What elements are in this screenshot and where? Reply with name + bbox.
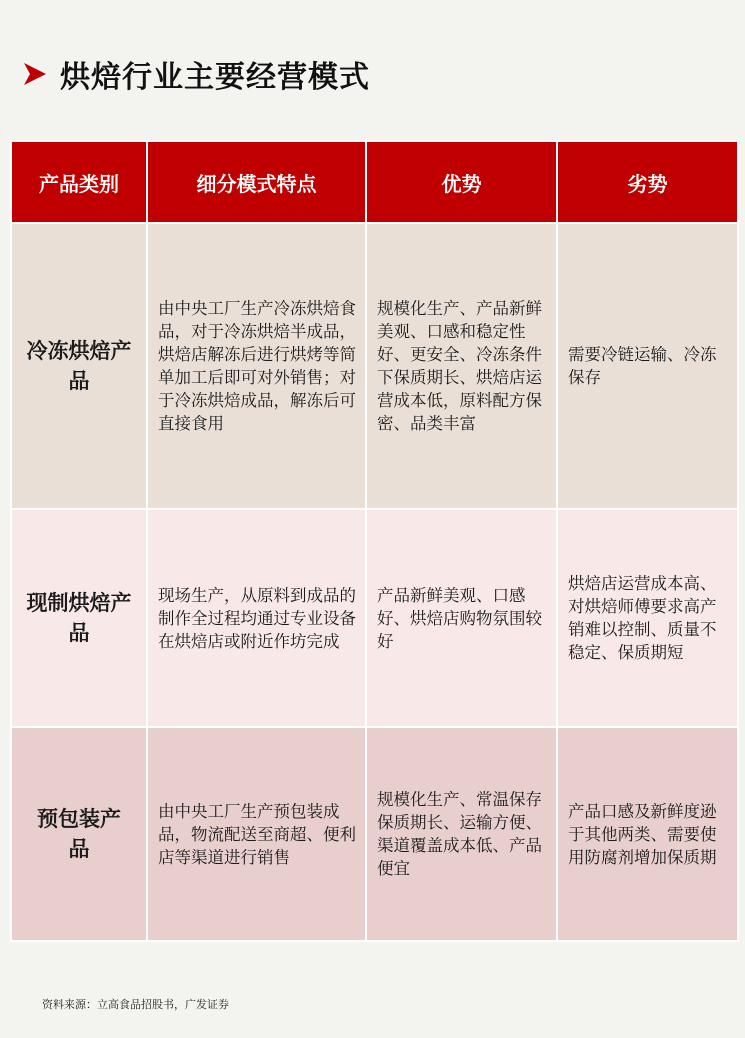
category-cell (11, 509, 147, 727)
disadvantages-cell: 产品口感及新鲜度逊于其他两类、需要使用防腐剂增加保质期 (557, 727, 738, 941)
header-advantages: 优势 (366, 141, 557, 223)
category-label: 冷冻烘焙产品 (26, 339, 132, 393)
disadvantages-cell: 烘焙店运营成本高、对烘焙师傅要求高产销难以控制、质量不稳定、保质期短 (557, 509, 738, 727)
advantages-cell: 产品新鲜美观、口感好、烘焙店购物氛围较好 (366, 509, 557, 727)
category-cell (11, 727, 147, 941)
title-bar (22, 52, 370, 96)
category-cell (11, 223, 147, 509)
chevron-right-icon (22, 61, 48, 87)
advantages-cell: 规模化生产、常温保存保质期长、运输方便、渠道覆盖成本低、产品便宜 (366, 727, 557, 941)
header-disadvantages: 劣势 (557, 141, 738, 223)
page-title: 烘焙行业主要经营模式 (60, 60, 370, 95)
header-features: 细分模式特点 (147, 141, 366, 223)
table-row (11, 223, 738, 509)
features-cell: 由中央工厂生产预包装成品，物流配送至商超、便利店等渠道进行销售 (147, 727, 366, 941)
source-note: 资料来源：立高食品招股书，广发证券 (42, 998, 229, 1011)
features-cell: 由中央工厂生产冷冻烘焙食品，对于冷冻烘焙半成品，烘焙店解冻后进行烘烤等简单加工后即可对外销售；对于冷冻烘焙成品，解冻后可直接食用 (147, 223, 366, 509)
table-header-row (11, 141, 738, 223)
table-row (11, 727, 738, 941)
category-label: 现制烘焙产品 (26, 591, 132, 645)
table-row (11, 509, 738, 727)
header-category: 产品类别 (11, 141, 147, 223)
category-label: 预包装产品 (37, 807, 121, 861)
advantages-cell: 规模化生产、产品新鲜美观、口感和稳定性好、更安全、冷冻条件下保质期长、烘焙店运营成本低，原料配方保密、品类丰富 (366, 223, 557, 509)
business-model-table (10, 140, 739, 942)
features-cell: 现场生产，从原料到成品的制作全过程均通过专业设备在烘焙店或附近作坊完成 (147, 509, 366, 727)
disadvantages-cell: 需要冷链运输、冷冻保存 (557, 223, 738, 509)
